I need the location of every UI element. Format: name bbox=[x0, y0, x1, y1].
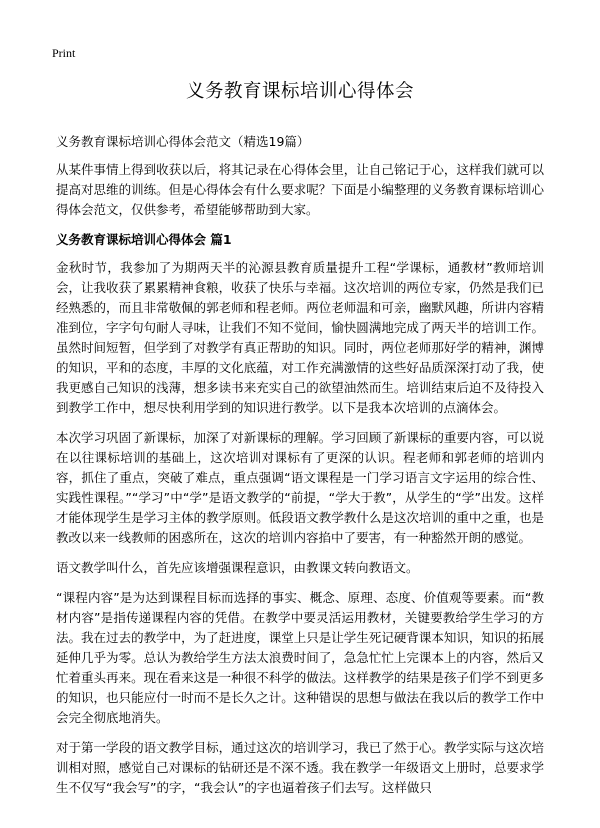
body-paragraph-3: 语文教学叫什么，首先应该增强课程意识，由教课文转向教语文。 bbox=[56, 560, 419, 575]
body-paragraph-4: “课程内容”是为达到课程目标而选择的事实、概念、原理、态度、价值观等要素。而“教材内容”是指传递课程内容的凭借。在教学中要灵活运用教材，关键要教给学生学习的方法。我在过去的教学中，为了赶进度，课堂上只是让学生死记硬背课本知识，知识的拓展延伸几乎为零。总认为教给学生方法太浪费时间了，急急忙忙上完课本上的内容，然后又忙着重头再来。现在看来这是一种很不科学的做法。这样教学的结果是孩子们学不到更多的知识，也只能应付一时而不是长久之计。这种错误的思想与做法在我以后的教学工作中会完全彻底地消失。 bbox=[56, 590, 544, 725]
document-subtitle: 义务教育课标培训心得体会范文（精选19篇） bbox=[56, 134, 310, 149]
section-heading: 义务教育课标培训心得体会 篇1 bbox=[56, 232, 232, 247]
body-paragraph-1: 金秋时节，我参加了为期两天半的沁源县教育质量提升工程“学课标，通教材”教师培训会，让我收获了累累精神食粮，收获了快乐与幸福。这次培训的两位专家，仍然是我们已经熟悉的，而且非常敬佩的郭老师和程老师。两位老师温和可亲，幽默风趣，所讲内容精准到位，字字句句耐人寻味，让我们不知不觉间，愉快圆满地完成了两天半的培训工作。虽然时间短暂，但学到了对教学有真正帮助的知识。同时，两位老师那好学的精神，渊博的知识，平和的态度，丰厚的文化底蕴，对工作充满激情的这些好品质深深打动了我，使我更感自己知识的浅薄，想多读书来充实自己的欲望油然而生。培训结束后迫不及待投入到教学工作中，想尽快利用学到的知识进行教学。以下是我本次培训的点滴体会。 bbox=[56, 260, 544, 415]
body-paragraph-2: 本次学习巩固了新课标，加深了对新课标的理解。学习回顾了新课标的重要内容，可以说在以往课标培训的基础上，这次培训对课标有了更深的认识。程老师和郭老师的培训内容，抓住了重点，突破了难点，重点强调“语文课程是一门学习语言文字运用的综合性、实践性课程。”“学习”中“学”是语文教学的“前提，“学大于教”，从学生的“学”出发。这样才能体现学生是学习主体的教学原则。低段语文教学教什么是这次培训的重中之重，也是教改以来一线教师的困惑所在，这次的培训内容掐中了要害，有一种豁然开朗的感觉。 bbox=[56, 430, 544, 545]
print-link[interactable]: Print bbox=[52, 46, 76, 60]
intro-paragraph: 从某件事情上得到收获以后，将其记录在心得体会里，让自己铭记于心，这样我们就可以提高对思维的训练。但是心得体会有什么要求呢？下面是小编整理的义务教育课标培训心得体会范文，仅供参考，希望能够帮助到大家。 bbox=[56, 162, 544, 217]
page-title: 义务教育课标培训心得体会 bbox=[185, 81, 414, 102]
body-paragraph-5: 对于第一学段的语文教学目标，通过这次的培训学习，我已了然于心。教学实际与这次培训相对照，感觉自己对课标的钻研还是不深不透。我在教学一年级语文上册时，总要求学生不仅写“我会写”的字，“我会认”的字也逼着孩子们去写。这样做只 bbox=[56, 740, 544, 795]
document-body bbox=[56, 78, 544, 808]
